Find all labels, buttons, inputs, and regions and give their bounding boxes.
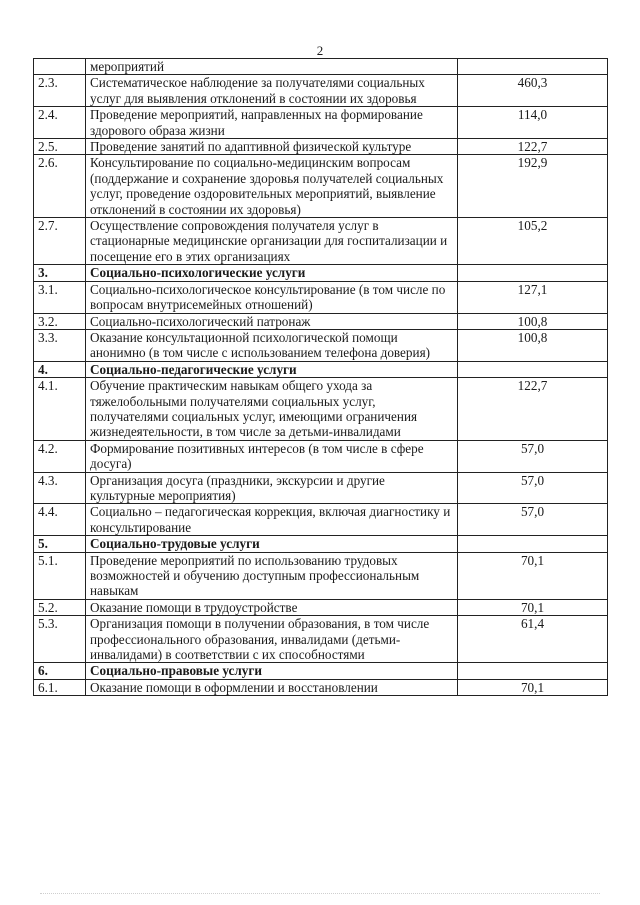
row-number: 6.1. bbox=[34, 679, 86, 695]
service-price: 57,0 bbox=[458, 440, 608, 472]
table-row bbox=[34, 472, 608, 504]
service-price: 100,8 bbox=[458, 313, 608, 329]
service-name: Формирование позитивных интересов (в том числе в сфере досуга) bbox=[86, 440, 458, 472]
service-name: Проведение занятий по адаптивной физической культуре bbox=[86, 139, 458, 155]
row-number: 3.3. bbox=[34, 329, 86, 361]
table-row bbox=[34, 75, 608, 107]
service-name: Консультирование по социально-медицинским вопросам (поддержание и сохранение здоровья получателей социальных услуг, проведение оздоровительных мероприятий, выявление отклонений в состоянии их здоровья) bbox=[86, 155, 458, 218]
table-row bbox=[34, 679, 608, 695]
service-price: 460,3 bbox=[458, 75, 608, 107]
service-name: Социально-психологическое консультирование (в том числе по вопросам внутрисемейных отношений) bbox=[86, 281, 458, 313]
row-number: 3.1. bbox=[34, 281, 86, 313]
service-price: 70,1 bbox=[458, 679, 608, 695]
service-name: Организация помощи в получении образования, в том числе профессионального образования, инвалидами (детьми-инвалидами) в соответствии с их способностями bbox=[86, 616, 458, 663]
table-row bbox=[34, 155, 608, 218]
section-row bbox=[34, 361, 608, 377]
row-number: 4.1. bbox=[34, 378, 86, 441]
table-row bbox=[34, 139, 608, 155]
service-price: 192,9 bbox=[458, 155, 608, 218]
row-number: 3.2. bbox=[34, 313, 86, 329]
section-number: 6. bbox=[34, 663, 86, 679]
table-row bbox=[34, 552, 608, 599]
section-row bbox=[34, 265, 608, 281]
service-price: 122,7 bbox=[458, 139, 608, 155]
section-price bbox=[458, 361, 608, 377]
service-name: мероприятий bbox=[86, 59, 458, 75]
section-price bbox=[458, 536, 608, 552]
row-number: 2.7. bbox=[34, 218, 86, 265]
service-price: 57,0 bbox=[458, 504, 608, 536]
table-row bbox=[34, 378, 608, 441]
row-number: 5.2. bbox=[34, 599, 86, 615]
service-name: Оказание помощи в трудоустройстве bbox=[86, 599, 458, 615]
service-name: Оказание помощи в оформлении и восстановлении bbox=[86, 679, 458, 695]
table-row bbox=[34, 218, 608, 265]
row-number: 2.6. bbox=[34, 155, 86, 218]
service-name: Социально-психологический патронаж bbox=[86, 313, 458, 329]
service-price: 57,0 bbox=[458, 472, 608, 504]
service-name: Осуществление сопровождения получателя услуг в стационарные медицинские организации для госпитализации и посещение его в этих организациях bbox=[86, 218, 458, 265]
row-number: 2.5. bbox=[34, 139, 86, 155]
service-price: 114,0 bbox=[458, 107, 608, 139]
table-row bbox=[34, 107, 608, 139]
section-title: Социально-педагогические услуги bbox=[86, 361, 458, 377]
section-title: Социально-психологические услуги bbox=[86, 265, 458, 281]
service-name: Организация досуга (праздники, экскурсии и другие культурные мероприятия) bbox=[86, 472, 458, 504]
row-number: 4.4. bbox=[34, 504, 86, 536]
section-price bbox=[458, 265, 608, 281]
page-bottom-edge bbox=[40, 893, 600, 895]
service-price: 70,1 bbox=[458, 599, 608, 615]
service-price: 100,8 bbox=[458, 329, 608, 361]
service-price: 105,2 bbox=[458, 218, 608, 265]
section-price bbox=[458, 663, 608, 679]
row-number: 5.3. bbox=[34, 616, 86, 663]
service-price: 122,7 bbox=[458, 378, 608, 441]
services-table bbox=[33, 58, 608, 696]
row-number: 4.2. bbox=[34, 440, 86, 472]
service-name: Систематическое наблюдение за получателями социальных услуг для выявления отклонений в состоянии их здоровья bbox=[86, 75, 458, 107]
row-number: 4.3. bbox=[34, 472, 86, 504]
service-name: Проведение мероприятий по использованию трудовых возможностей и обучению доступным профессиональным навыкам bbox=[86, 552, 458, 599]
service-name: Проведение мероприятий, направленных на формирование здорового образа жизни bbox=[86, 107, 458, 139]
section-number: 3. bbox=[34, 265, 86, 281]
service-price: 127,1 bbox=[458, 281, 608, 313]
table-row bbox=[34, 313, 608, 329]
service-price: 70,1 bbox=[458, 552, 608, 599]
service-price: 61,4 bbox=[458, 616, 608, 663]
service-name: Социально – педагогическая коррекция, включая диагностику и консультирование bbox=[86, 504, 458, 536]
service-name: Обучение практическим навыкам общего ухода за тяжелобольными получателями социальных услуг, получателями социальных услуг, имеющими ограничения жизнедеятельности, в том числе за детьми-инвалидами bbox=[86, 378, 458, 441]
row-number: 5.1. bbox=[34, 552, 86, 599]
section-number: 5. bbox=[34, 536, 86, 552]
table-row bbox=[34, 329, 608, 361]
row-number: 2.3. bbox=[34, 75, 86, 107]
services-table-body bbox=[34, 59, 608, 696]
service-price bbox=[458, 59, 608, 75]
section-title: Социально-правовые услуги bbox=[86, 663, 458, 679]
section-title: Социально-трудовые услуги bbox=[86, 536, 458, 552]
service-name: Оказание консультационной психологической помощи анонимно (в том числе с использованием телефона доверия) bbox=[86, 329, 458, 361]
table-row bbox=[34, 504, 608, 536]
section-number: 4. bbox=[34, 361, 86, 377]
row-number bbox=[34, 59, 86, 75]
table-row bbox=[34, 599, 608, 615]
page-number: 2 bbox=[316, 43, 324, 58]
table-row bbox=[34, 616, 608, 663]
table-row bbox=[34, 59, 608, 75]
row-number: 2.4. bbox=[34, 107, 86, 139]
table-row bbox=[34, 281, 608, 313]
section-row bbox=[34, 536, 608, 552]
section-row bbox=[34, 663, 608, 679]
table-row bbox=[34, 440, 608, 472]
